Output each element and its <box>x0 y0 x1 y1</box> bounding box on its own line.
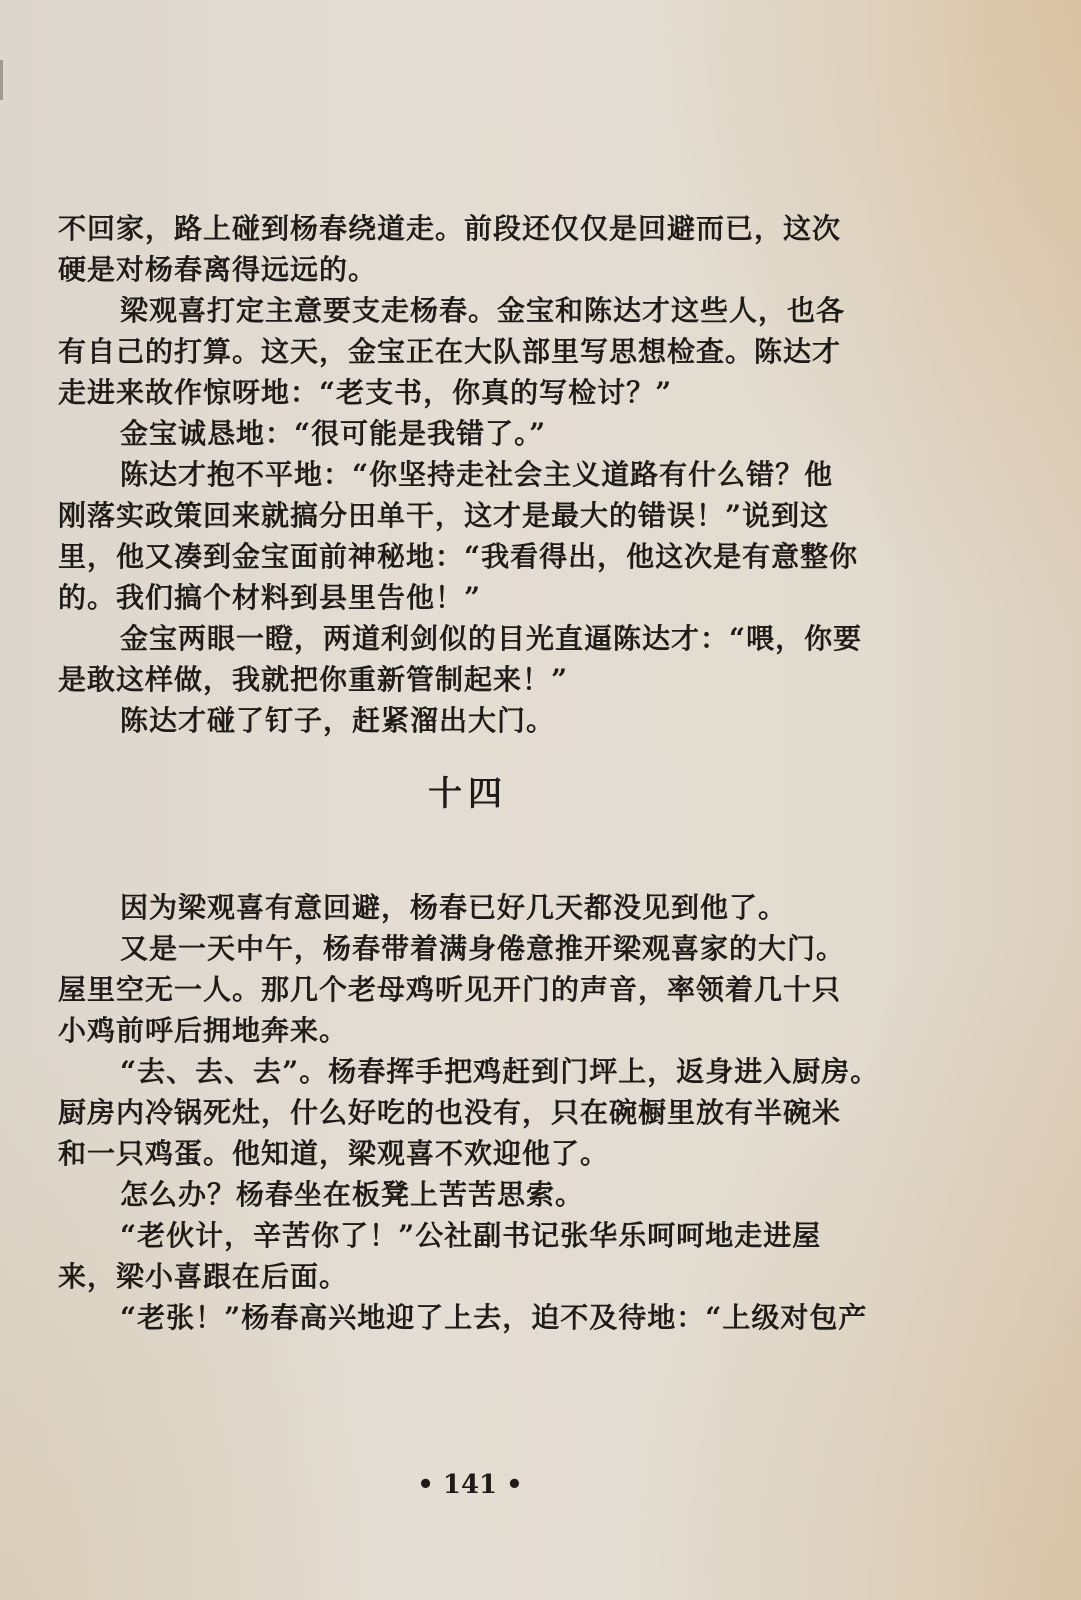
body-text <box>58 208 898 1338</box>
text-line: 梁观喜打定主意要支走杨春。金宝和陈达才这些人，也各 <box>120 294 846 327</box>
text-line: 不回家，路上碰到杨春绕道走。前段还仅仅是回避而已，这次 <box>58 212 842 245</box>
chapter-heading: 十四 <box>428 774 508 814</box>
text-line: 小鸡前呼后拥地奔来。 <box>58 1014 349 1047</box>
text-line: “去、去、去”。杨春挥手把鸡赶到门坪上，返身进入厨房。 <box>120 1055 880 1088</box>
text-line: 厨房内冷锅死灶，什么好吃的也没有，只在碗橱里放有半碗米 <box>58 1096 842 1129</box>
text-line: 怎么办？杨春坐在板凳上苦苦思索。 <box>120 1178 585 1211</box>
text-line: 金宝诚恳地：“很可能是我错了。” <box>120 417 547 450</box>
text-section-2 <box>58 887 898 1338</box>
page-number: • 141 • <box>417 1470 523 1500</box>
text-line: “老张！”杨春高兴地迎了上去，迫不及待地：“上级对包产 <box>120 1301 868 1334</box>
text-line: 硬是对杨春离得远远的。 <box>58 253 378 286</box>
text-line: 陈达才碰了钉子，赶紧溜出大门。 <box>120 704 556 737</box>
text-line: 是敢这样做，我就把你重新管制起来！” <box>58 663 569 696</box>
text-line: 和一只鸡蛋。他知道，梁观喜不欢迎他了。 <box>58 1137 610 1170</box>
text-line: 陈达才抱不平地：“你坚持走社会主义道路有什么错？他 <box>120 458 834 491</box>
text-line: 又是一天中午，杨春带着满身倦意推开梁观喜家的大门。 <box>120 932 846 965</box>
text-line: 金宝两眼一瞪，两道利剑似的目光直逼陈达才：“喂，你要 <box>120 622 863 655</box>
text-line: 里，他又凑到金宝面前神秘地：“我看得出，他这次是有意整你 <box>58 540 859 573</box>
text-section-1 <box>58 208 898 741</box>
text-line: 来，梁小喜跟在后面。 <box>58 1260 349 1293</box>
text-line: 因为梁观喜有意回避，杨春已好几天都没见到他了。 <box>120 891 788 924</box>
text-line: “老伙计，辛苦你了！”公社副书记张华乐呵呵地走进屋 <box>120 1219 822 1252</box>
text-line: 刚落实政策回来就搞分田单干，这才是最大的错误！”说到这 <box>58 499 830 532</box>
text-line: 的。我们搞个材料到县里告他！” <box>58 581 482 614</box>
text-line: 走进来故作惊呀地：“老支书，你真的写检讨？” <box>58 376 673 409</box>
text-line: 有自己的打算。这天，金宝正在大队部里写思想检查。陈达才 <box>58 335 842 368</box>
text-line: 屋里空无一人。那几个老母鸡听见开门的声音，率领着几十只 <box>58 973 842 1006</box>
page-edge-mark <box>0 60 3 100</box>
